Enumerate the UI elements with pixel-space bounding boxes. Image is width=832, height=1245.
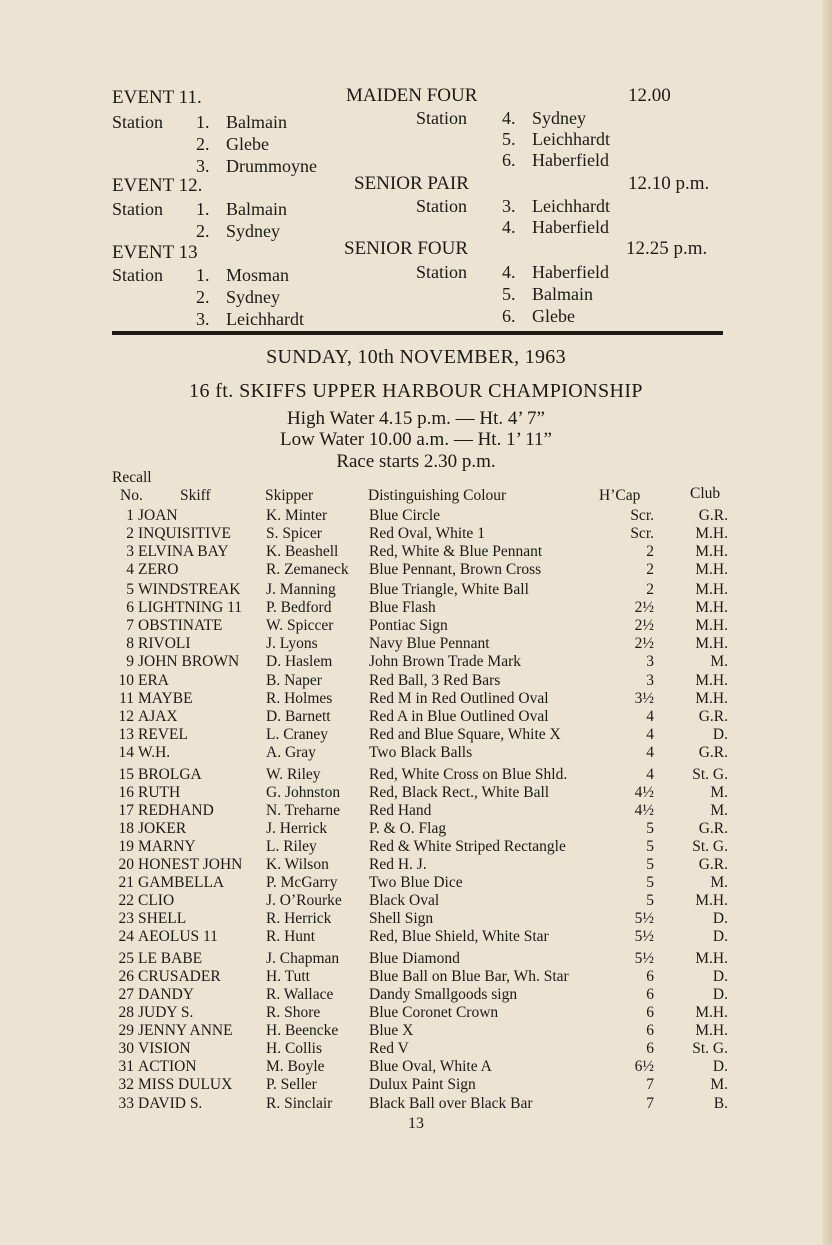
row-9-skiff: JOHN BROWN — [138, 653, 240, 670]
event-12-station-4-num: 4. — [502, 217, 516, 237]
row-23-no: 23 — [118, 910, 134, 927]
row-17-club: M. — [710, 802, 728, 819]
row-10-club: M.H. — [695, 672, 728, 689]
row-2-hcap: Scr. — [630, 525, 654, 542]
event-11-station-2-name: Glebe — [226, 134, 269, 154]
event-12-station-2-num: 2. — [196, 221, 210, 241]
row-7-club: M.H. — [695, 617, 728, 634]
event-11-station-5-num: 5. — [502, 129, 516, 149]
event-12-label: EVENT 12. — [112, 175, 203, 196]
event-13-station-2-name: Sydney — [226, 287, 280, 307]
row-33-hcap: 7 — [646, 1095, 654, 1112]
row-21-no: 21 — [118, 874, 134, 891]
row-6-club: M.H. — [695, 599, 728, 616]
row-23-colour: Shell Sign — [369, 910, 434, 927]
event-13-station-3-num: 3. — [196, 309, 210, 329]
row-30-club: St. G. — [692, 1040, 728, 1057]
row-23-skiff: SHELL — [138, 910, 187, 927]
header-skiff: Skiff — [180, 487, 211, 504]
row-21-club: M. — [710, 874, 728, 891]
row-27-colour: Dandy Smallgoods sign — [369, 986, 518, 1003]
row-18-skipper: J. Herrick — [266, 820, 328, 837]
row-7-skipper: W. Spiccer — [266, 617, 334, 634]
row-10-skipper: B. Naper — [266, 672, 322, 689]
event-13-station-1-num: 1. — [196, 265, 210, 285]
race-start: Race starts 2.30 p.m. — [336, 451, 496, 472]
low-water: Low Water 10.00 a.m. — Ht. 1’ 11” — [280, 429, 552, 450]
row-4-no: 4 — [126, 561, 134, 578]
row-21-skipper: P. McGarry — [266, 874, 338, 891]
row-1-skipper: K. Minter — [266, 507, 328, 524]
event-11-station-3-name: Drummoyne — [226, 156, 317, 176]
row-4-colour: Blue Pennant, Brown Cross — [369, 561, 542, 578]
row-2-club: M.H. — [695, 525, 728, 542]
event-13-label: EVENT 13 — [112, 242, 198, 263]
row-28-no: 28 — [118, 1004, 134, 1021]
row-8-hcap: 2½ — [634, 635, 654, 652]
row-26-colour: Blue Ball on Blue Bar, Wh. Star — [369, 968, 569, 985]
row-16-hcap: 4½ — [634, 784, 654, 801]
row-26-skiff: CRUSADER — [138, 968, 221, 985]
row-7-no: 7 — [126, 617, 134, 634]
row-5-club: M.H. — [695, 581, 728, 598]
row-32-hcap: 7 — [646, 1076, 654, 1093]
row-33-skiff: DAVID S. — [138, 1095, 203, 1112]
row-4-skiff: ZERO — [138, 561, 179, 578]
row-17-no: 17 — [118, 802, 134, 819]
row-14-skipper: A. Gray — [266, 744, 316, 761]
row-31-no: 31 — [118, 1058, 134, 1075]
page-edge-shadow — [822, 0, 832, 1245]
row-30-hcap: 6 — [646, 1040, 654, 1057]
row-25-skiff: LE BABE — [138, 950, 203, 967]
row-19-skiff: MARNY — [138, 838, 196, 855]
event-12-name: SENIOR PAIR — [354, 173, 469, 194]
row-26-hcap: 6 — [646, 968, 654, 985]
row-6-hcap: 2½ — [634, 599, 654, 616]
row-18-colour: P. & O. Flag — [369, 820, 447, 837]
row-20-no: 20 — [118, 856, 134, 873]
row-15-no: 15 — [118, 766, 134, 783]
row-16-no: 16 — [118, 784, 134, 801]
row-26-club: D. — [712, 968, 728, 985]
row-20-hcap: 5 — [646, 856, 654, 873]
row-15-colour: Red, White Cross on Blue Shld. — [369, 766, 568, 783]
row-18-no: 18 — [118, 820, 134, 837]
row-20-colour: Red H. J. — [369, 856, 427, 873]
event-11-station-1-num: 1. — [196, 112, 210, 132]
row-22-skiff: CLIO — [138, 892, 175, 909]
row-16-skiff: RUTH — [138, 784, 181, 801]
event-11-station-6-name: Haberfield — [532, 150, 609, 170]
row-2-colour: Red Oval, White 1 — [369, 525, 485, 542]
row-2-skipper: S. Spicer — [266, 525, 322, 542]
row-8-club: M.H. — [695, 635, 728, 652]
row-1-hcap: Scr. — [630, 507, 654, 524]
row-2-no: 2 — [126, 525, 134, 542]
row-3-hcap: 2 — [646, 543, 654, 560]
row-15-hcap: 4 — [646, 766, 654, 783]
row-19-club: St. G. — [692, 838, 728, 855]
row-20-skiff: HONEST JOHN — [138, 856, 243, 873]
row-1-skiff: JOAN — [138, 507, 178, 524]
event-11-station-5-name: Leichhardt — [532, 129, 610, 149]
event-13-station-4-num: 4. — [502, 262, 516, 282]
row-22-skipper: J. O’Rourke — [266, 892, 342, 909]
event-13-station-label-left: Station — [112, 265, 164, 285]
event-11-station-6-num: 6. — [502, 150, 516, 170]
row-28-skipper: R. Shore — [266, 1004, 321, 1021]
row-13-skipper: L. Craney — [266, 726, 328, 743]
row-4-hcap: 2 — [646, 561, 654, 578]
row-6-colour: Blue Flash — [369, 599, 436, 616]
row-5-no: 5 — [126, 581, 134, 598]
row-9-hcap: 3 — [646, 653, 654, 670]
event-12-station-4-name: Haberfield — [532, 217, 609, 237]
header-no: No. — [120, 487, 143, 504]
header-club: Club — [690, 485, 721, 502]
page-number: 13 — [408, 1115, 424, 1132]
row-18-skiff: JOKER — [138, 820, 187, 837]
row-12-skipper: D. Barnett — [266, 708, 331, 725]
recall-label: Recall — [112, 469, 152, 486]
row-3-colour: Red, White & Blue Pennant — [369, 543, 543, 560]
row-21-hcap: 5 — [646, 874, 654, 891]
row-1-colour: Blue Circle — [369, 507, 441, 524]
row-33-skipper: R. Sinclair — [266, 1095, 333, 1112]
row-24-skiff: AEOLUS 11 — [138, 928, 218, 945]
event-13-time: 12.25 p.m. — [626, 238, 708, 259]
row-27-skipper: R. Wallace — [266, 986, 334, 1003]
row-31-skipper: M. Boyle — [266, 1058, 325, 1075]
row-33-club: B. — [713, 1095, 728, 1112]
row-23-hcap: 5½ — [634, 910, 654, 927]
row-27-skiff: DANDY — [138, 986, 194, 1003]
row-1-no: 1 — [126, 507, 134, 524]
row-8-skipper: J. Lyons — [266, 635, 318, 652]
row-12-no: 12 — [118, 708, 134, 725]
event-12-station-1-name: Balmain — [226, 199, 287, 219]
row-23-skipper: R. Herrick — [266, 910, 332, 927]
row-5-skiff: WINDSTREAK — [138, 581, 241, 598]
row-17-colour: Red Hand — [369, 802, 432, 819]
row-4-skipper: R. Zemaneck — [266, 561, 349, 578]
row-32-skipper: P. Seller — [266, 1076, 317, 1093]
row-17-skipper: N. Treharne — [266, 802, 341, 819]
row-16-club: M. — [710, 784, 728, 801]
event-11-station-label-left: Station — [112, 112, 164, 132]
event-12-time: 12.10 p.m. — [628, 173, 710, 194]
row-33-no: 33 — [118, 1095, 134, 1112]
row-8-no: 8 — [126, 635, 134, 652]
row-5-hcap: 2 — [646, 581, 654, 598]
row-11-no: 11 — [119, 690, 134, 707]
row-29-club: M.H. — [695, 1022, 728, 1039]
event-13-station-3-name: Leichhardt — [226, 309, 304, 329]
row-18-club: G.R. — [698, 820, 728, 837]
high-water: High Water 4.15 p.m. — Ht. 4’ 7” — [287, 408, 545, 429]
row-11-club: M.H. — [695, 690, 728, 707]
row-16-skipper: G. Johnston — [266, 784, 341, 801]
row-33-colour: Black Ball over Black Bar — [369, 1095, 533, 1112]
row-19-skipper: L. Riley — [266, 838, 317, 855]
row-10-colour: Red Ball, 3 Red Bars — [369, 672, 501, 689]
row-20-skipper: K. Wilson — [266, 856, 329, 873]
row-8-skiff: RIVOLI — [138, 635, 191, 652]
row-28-hcap: 6 — [646, 1004, 654, 1021]
event-11-station-2-num: 2. — [196, 134, 210, 154]
row-32-club: M. — [710, 1076, 728, 1093]
event-12-station-1-num: 1. — [196, 199, 210, 219]
event-11-station-label-right: Station — [416, 108, 468, 128]
row-6-no: 6 — [126, 599, 134, 616]
row-28-skiff: JUDY S. — [138, 1004, 194, 1021]
event-12-station-3-num: 3. — [502, 196, 516, 216]
row-30-skipper: H. Collis — [266, 1040, 322, 1057]
row-6-skiff: LIGHTNING 11 — [138, 599, 243, 616]
row-17-hcap: 4½ — [634, 802, 654, 819]
row-5-skipper: J. Manning — [266, 581, 336, 598]
row-9-no: 9 — [126, 653, 134, 670]
row-11-skiff: MAYBE — [138, 690, 193, 707]
row-14-skiff: W.H. — [138, 744, 171, 761]
event-11-name: MAIDEN FOUR — [346, 85, 478, 106]
event-13-station-5-num: 5. — [502, 284, 516, 304]
row-19-colour: Red & White Striped Rectangle — [369, 838, 566, 855]
event-13-station-label-right: Station — [416, 262, 468, 282]
header-colour: Distinguishing Colour — [368, 487, 507, 504]
row-12-colour: Red A in Blue Outlined Oval — [369, 708, 549, 725]
row-24-hcap: 5½ — [634, 928, 654, 945]
event-11-time: 12.00 — [628, 85, 671, 106]
row-5-colour: Blue Triangle, White Ball — [369, 581, 529, 598]
row-15-skipper: W. Riley — [266, 766, 321, 783]
header-skipper: Skipper — [265, 487, 314, 504]
row-22-club: M.H. — [695, 892, 728, 909]
event-13-name: SENIOR FOUR — [344, 238, 469, 259]
row-13-colour: Red and Blue Square, White X — [369, 726, 561, 743]
event-13-station-4-name: Haberfield — [532, 262, 609, 282]
row-13-skiff: REVEL — [138, 726, 188, 743]
event-13-station-6-name: Glebe — [532, 306, 575, 326]
row-25-hcap: 5½ — [634, 950, 654, 967]
section-divider — [112, 331, 723, 335]
row-12-hcap: 4 — [646, 708, 654, 725]
row-24-skipper: R. Hunt — [266, 928, 316, 945]
row-25-colour: Blue Diamond — [369, 950, 460, 967]
row-10-hcap: 3 — [646, 672, 654, 689]
row-2-skiff: INQUISITIVE — [138, 525, 231, 542]
event-13-station-2-num: 2. — [196, 287, 210, 307]
championship-title: 16 ft. SKIFFS UPPER HARBOUR CHAMPIONSHIP — [189, 380, 643, 402]
row-22-no: 22 — [118, 892, 134, 909]
event-11-station-3-num: 3. — [196, 156, 210, 176]
row-23-club: D. — [712, 910, 728, 927]
row-26-skipper: H. Tutt — [266, 968, 310, 985]
row-11-hcap: 3½ — [634, 690, 654, 707]
row-14-club: G.R. — [698, 744, 728, 761]
row-11-skipper: R. Holmes — [266, 690, 333, 707]
row-30-colour: Red V — [369, 1040, 409, 1057]
event-13-station-1-name: Mosman — [226, 265, 289, 285]
row-32-skiff: MISS DULUX — [138, 1076, 233, 1093]
row-15-skiff: BROLGA — [138, 766, 202, 783]
row-29-no: 29 — [118, 1022, 134, 1039]
row-13-no: 13 — [118, 726, 134, 743]
row-29-colour: Blue X — [369, 1022, 414, 1039]
row-9-skipper: D. Haslem — [266, 653, 333, 670]
event-11-label: EVENT 11. — [112, 87, 202, 108]
row-3-skiff: ELVINA BAY — [138, 543, 229, 560]
row-31-colour: Blue Oval, White A — [369, 1058, 492, 1075]
event-12-station-2-name: Sydney — [226, 221, 280, 241]
row-26-no: 26 — [118, 968, 134, 985]
row-24-colour: Red, Blue Shield, White Star — [369, 928, 549, 945]
row-9-club: M. — [710, 653, 728, 670]
row-31-hcap: 6½ — [634, 1058, 654, 1075]
row-6-skipper: P. Bedford — [266, 599, 332, 616]
row-24-no: 24 — [118, 928, 134, 945]
row-32-colour: Dulux Paint Sign — [369, 1076, 476, 1093]
row-17-skiff: REDHAND — [138, 802, 214, 819]
row-27-club: D. — [712, 986, 728, 1003]
row-22-colour: Black Oval — [369, 892, 440, 909]
row-7-colour: Pontiac Sign — [369, 617, 448, 634]
row-25-skipper: J. Chapman — [266, 950, 340, 967]
row-25-no: 25 — [118, 950, 134, 967]
row-3-club: M.H. — [695, 543, 728, 560]
row-13-hcap: 4 — [646, 726, 654, 743]
event-12-station-label-right: Station — [416, 196, 468, 216]
row-25-club: M.H. — [695, 950, 728, 967]
row-3-skipper: K. Beashell — [266, 543, 339, 560]
row-12-skiff: AJAX — [138, 708, 178, 725]
event-11-station-4-name: Sydney — [532, 108, 586, 128]
row-31-club: D. — [712, 1058, 728, 1075]
event-13-station-6-num: 6. — [502, 306, 516, 326]
row-24-club: D. — [712, 928, 728, 945]
event-11-station-1-name: Balmain — [226, 112, 287, 132]
row-14-no: 14 — [118, 744, 134, 761]
row-9-colour: John Brown Trade Mark — [369, 653, 521, 670]
row-30-skiff: VISION — [138, 1040, 191, 1057]
row-29-skipper: H. Beencke — [266, 1022, 339, 1039]
row-22-hcap: 5 — [646, 892, 654, 909]
row-10-no: 10 — [118, 672, 134, 689]
row-13-club: D. — [712, 726, 728, 743]
row-19-no: 19 — [118, 838, 134, 855]
row-16-colour: Red, Black Rect., White Ball — [369, 784, 550, 801]
header-hcap: H’Cap — [599, 487, 641, 504]
row-8-colour: Navy Blue Pennant — [369, 635, 490, 652]
row-29-hcap: 6 — [646, 1022, 654, 1039]
row-14-hcap: 4 — [646, 744, 654, 761]
row-3-no: 3 — [126, 543, 134, 560]
row-7-skiff: OBSTINATE — [138, 617, 223, 634]
event-12-station-3-name: Leichhardt — [532, 196, 610, 216]
row-28-club: M.H. — [695, 1004, 728, 1021]
row-30-no: 30 — [118, 1040, 134, 1057]
row-27-no: 27 — [118, 986, 134, 1003]
row-15-club: St. G. — [692, 766, 728, 783]
event-12-station-label-left: Station — [112, 199, 164, 219]
row-4-club: M.H. — [695, 561, 728, 578]
row-10-skiff: ERA — [138, 672, 169, 689]
row-11-colour: Red M in Red Outlined Oval — [369, 690, 549, 707]
row-18-hcap: 5 — [646, 820, 654, 837]
event-13-station-5-name: Balmain — [532, 284, 593, 304]
row-19-hcap: 5 — [646, 838, 654, 855]
row-21-colour: Two Blue Dice — [369, 874, 463, 891]
championship-date: SUNDAY, 10th NOVEMBER, 1963 — [266, 346, 566, 368]
row-31-skiff: ACTION — [138, 1058, 197, 1075]
row-12-club: G.R. — [698, 708, 728, 725]
row-27-hcap: 6 — [646, 986, 654, 1003]
row-14-colour: Two Black Balls — [369, 744, 473, 761]
row-7-hcap: 2½ — [634, 617, 654, 634]
row-32-no: 32 — [118, 1076, 134, 1093]
event-11-station-4-num: 4. — [502, 108, 516, 128]
row-1-club: G.R. — [698, 507, 728, 524]
row-29-skiff: JENNY ANNE — [138, 1022, 233, 1039]
row-20-club: G.R. — [698, 856, 728, 873]
row-21-skiff: GAMBELLA — [138, 874, 225, 891]
row-28-colour: Blue Coronet Crown — [369, 1004, 499, 1021]
